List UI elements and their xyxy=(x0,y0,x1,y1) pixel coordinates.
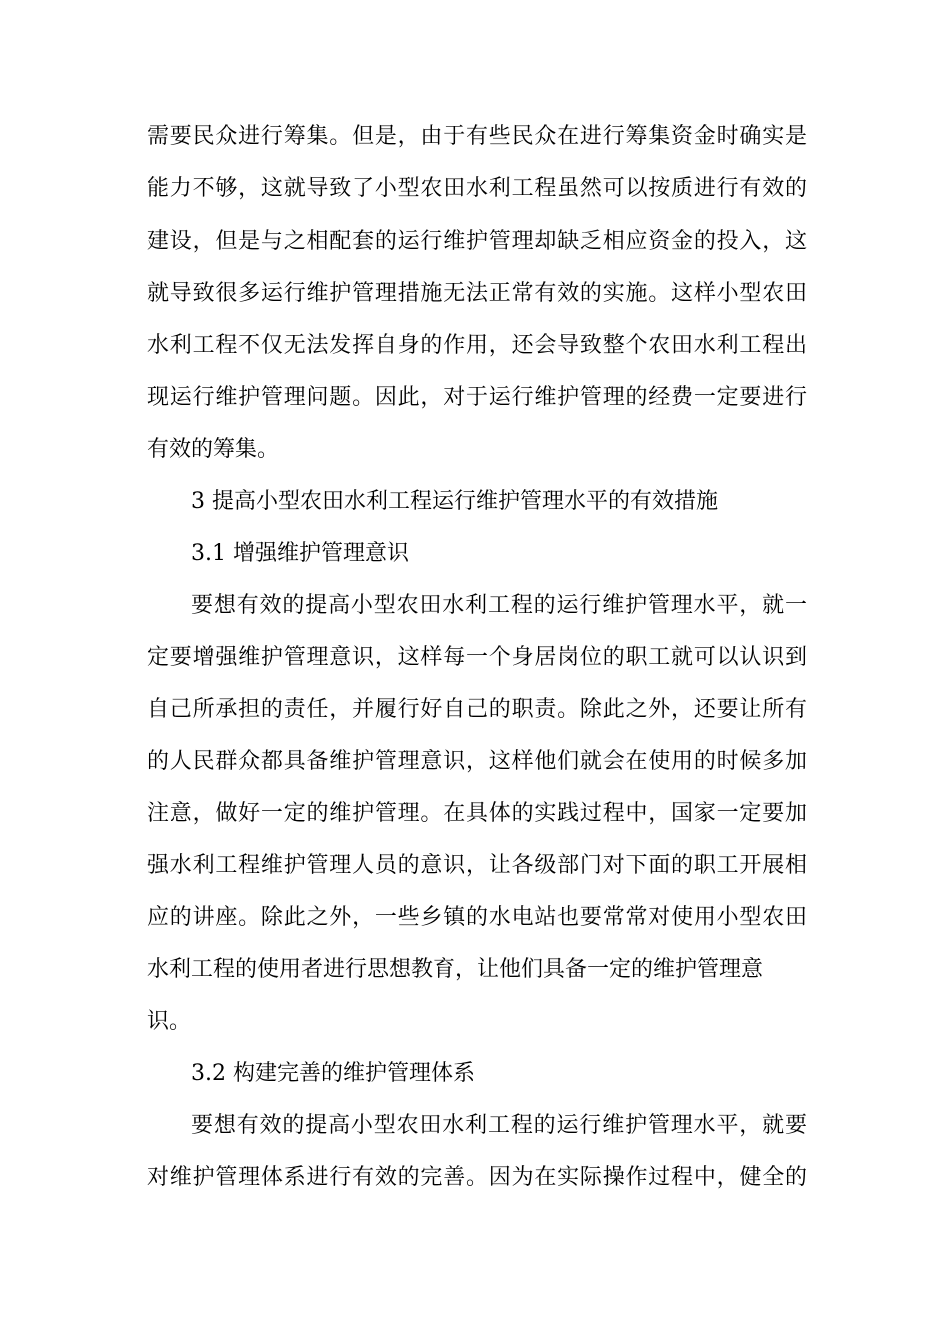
body-text-line: 建设，但是与之相配套的运行维护管理却缺乏相应资金的投入，这 xyxy=(147,229,807,254)
body-text-line: 应的讲座。除此之外，一些乡镇的水电站也要常常对使用小型农田 xyxy=(147,905,807,930)
body-text-line: 就导致很多运行维护管理措施无法正常有效的实施。这样小型农田 xyxy=(147,281,807,306)
body-text-line: 需要民众进行筹集。但是，由于有些民众在进行筹集资金时确实是 xyxy=(147,124,807,149)
subsection-heading: 3.2 构建完善的维护管理体系 xyxy=(191,1061,475,1086)
body-text-line: 要想有效的提高小型农田水利工程的运行维护管理水平，就要 xyxy=(191,1113,807,1138)
body-text-line: 能力不够，这就导致了小型农田水利工程虽然可以按质进行有效的 xyxy=(147,176,807,201)
body-text-line: 有效的筹集。 xyxy=(147,437,280,462)
body-text-line: 要想有效的提高小型农田水利工程的运行维护管理水平，就一 xyxy=(191,593,807,618)
body-text-line: 水利工程不仅无法发挥自身的作用，还会导致整个农田水利工程出 xyxy=(147,333,807,358)
body-text-line: 的人民群众都具备维护管理意识，这样他们就会在使用的时候多加 xyxy=(147,749,807,774)
section-heading: 3 提高小型农田水利工程运行维护管理水平的有效措施 xyxy=(191,489,718,514)
body-text-line: 现运行维护管理问题。因此，对于运行维护管理的经费一定要进行 xyxy=(147,385,807,410)
body-text-line: 定要增强维护管理意识，这样每一个身居岗位的职工就可以认识到 xyxy=(147,645,807,670)
subsection-heading: 3.1 增强维护管理意识 xyxy=(191,541,409,566)
body-text-line: 对维护管理体系进行有效的完善。因为在实际操作过程中，健全的 xyxy=(147,1165,807,1190)
body-text-line: 强水利工程维护管理人员的意识，让各级部门对下面的职工开展相 xyxy=(147,853,807,878)
body-text-line: 自己所承担的责任，并履行好自己的职责。除此之外，还要让所有 xyxy=(147,697,807,722)
body-text-line: 水利工程的使用者进行思想教育，让他们具备一定的维护管理意 xyxy=(147,957,764,982)
body-text-line: 识。 xyxy=(147,1009,192,1034)
body-text-line: 注意，做好一定的维护管理。在具体的实践过程中，国家一定要加 xyxy=(147,801,807,826)
